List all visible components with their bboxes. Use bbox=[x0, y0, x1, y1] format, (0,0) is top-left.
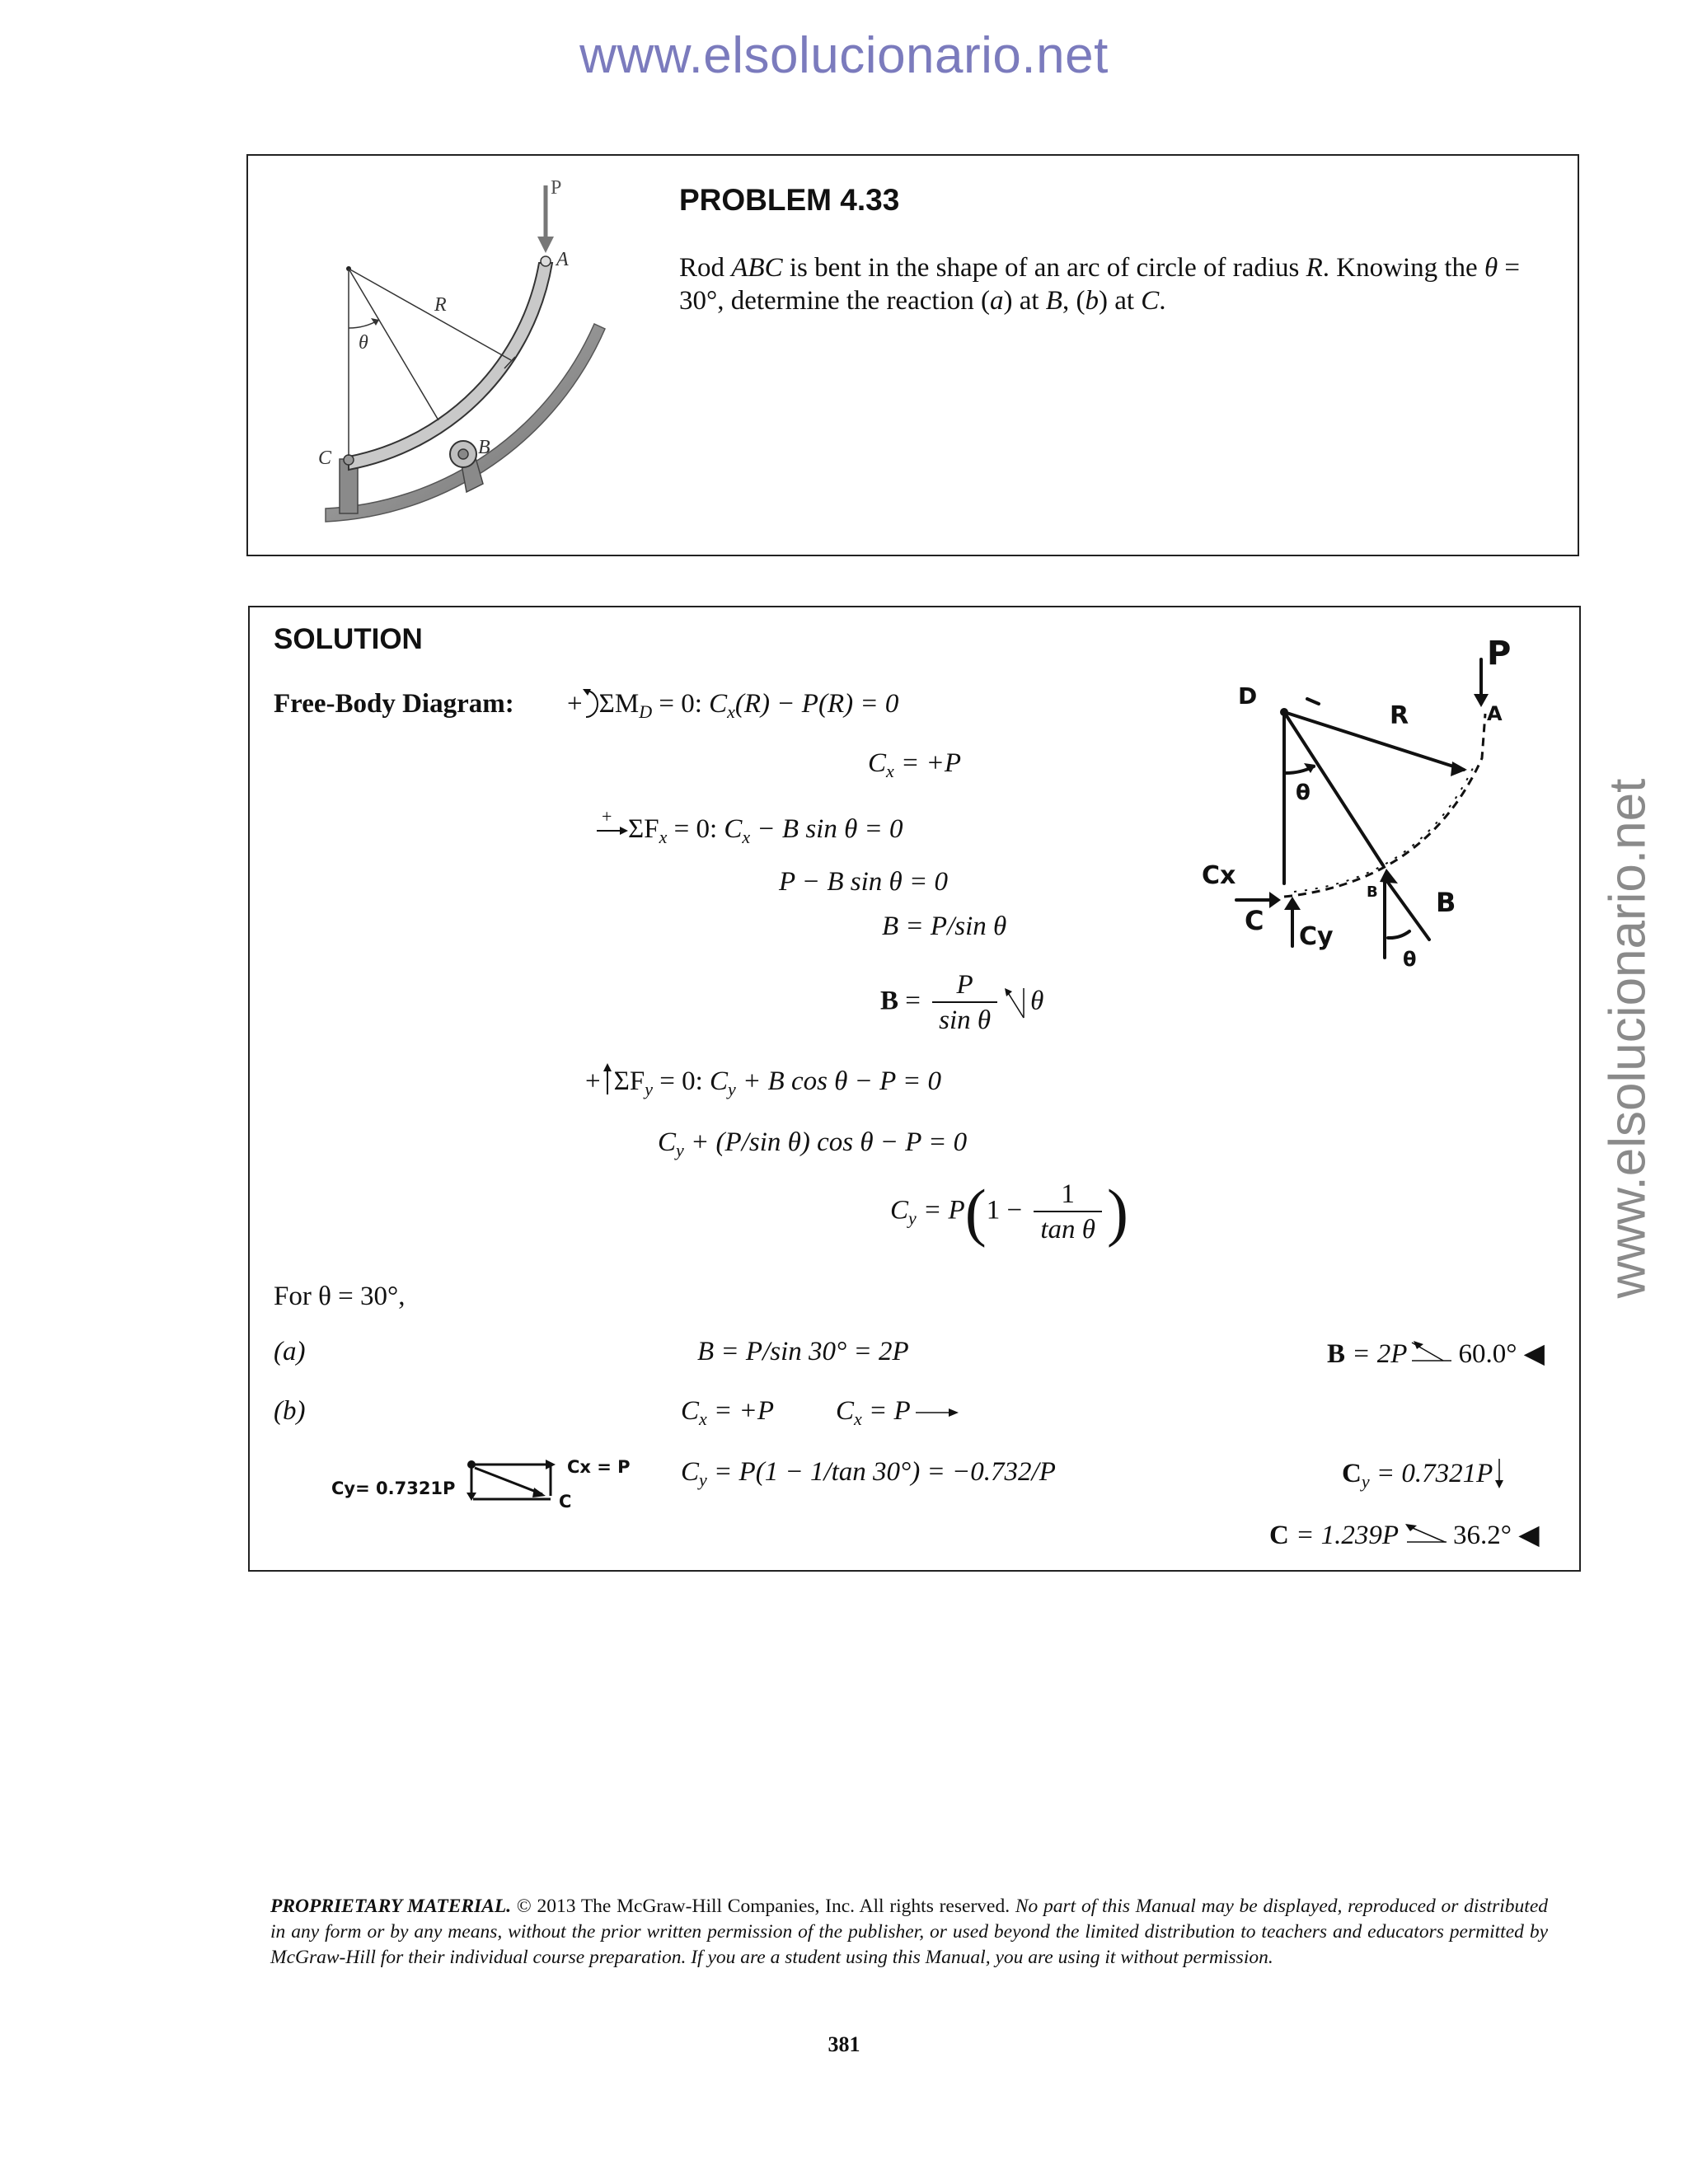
positive-right-arrow-icon bbox=[595, 809, 628, 842]
fbd-label-cy: Cy bbox=[1299, 922, 1334, 951]
problem-title: PROBLEM 4.33 bbox=[679, 183, 900, 217]
problem-figure bbox=[297, 169, 626, 540]
svg-text:+: + bbox=[602, 809, 612, 827]
part-b-cx-direction: $C_x = P$ bbox=[836, 1396, 959, 1430]
right-arrow-icon bbox=[914, 1404, 959, 1421]
solution-title: SOLUTION bbox=[274, 623, 423, 655]
figure-label-b: B bbox=[478, 437, 490, 458]
part-a-label: (a) bbox=[274, 1337, 306, 1366]
equation-sum-fx: + $\Sigma F_x = 0$: $C_x - B$ sin θ = 0 bbox=[595, 809, 903, 848]
fbd-label-a: A bbox=[1487, 702, 1503, 725]
part-b-cy-equation: $C_y = P(1 - 1/\tan$ 30°) = −0.732/P bbox=[681, 1457, 1056, 1490]
ccw-moment-icon bbox=[583, 687, 599, 720]
part-a-equation: B = P/sin 30° = 2P bbox=[697, 1337, 909, 1366]
fbd-label-r: R bbox=[1390, 701, 1409, 730]
problem-statement: Rod ABC is bent in the shape of an arc of circle of radius R. Knowing the θ = 30°, determine the reaction (a) at B, (b) at C. bbox=[679, 253, 1521, 316]
equation-b-value: B = P/sin θ bbox=[882, 912, 1007, 941]
fbd-label: Free-Body Diagram: bbox=[274, 689, 514, 719]
fbd-label-theta: θ bbox=[1296, 780, 1311, 805]
figure-label-p: P bbox=[551, 177, 562, 199]
equation-cy-general: $C_y = P(1$ − $\frac{1}{\text{tan θ}}$ ) bbox=[890, 1176, 1128, 1248]
equation-moment-d: + $\Sigma M_D = 0$: $C_x(R) - P(R) = 0$ bbox=[567, 689, 899, 722]
angle-36-icon bbox=[1402, 1521, 1450, 1545]
positive-up-arrow-icon bbox=[601, 1063, 614, 1096]
fbd-label-b-point: B bbox=[1367, 883, 1378, 901]
sketch-c-label: C bbox=[559, 1492, 572, 1511]
equation-cy-substituted: $C_y + (P/\sin$ θ) cos θ − P = 0 bbox=[658, 1127, 968, 1160]
equation-cx: $C_x = +P$ bbox=[868, 748, 961, 781]
b-direction-icon bbox=[1002, 985, 1030, 1021]
c-vector-sketch bbox=[330, 1455, 651, 1521]
fbd-label-cx: Cx bbox=[1202, 861, 1236, 890]
fbd-label-theta-b: θ bbox=[1403, 948, 1417, 971]
down-arrow-icon bbox=[1493, 1457, 1506, 1490]
equation-b-vector: B = $\frac{P}{\text{sin θ}}$ θ bbox=[880, 968, 1043, 1038]
page-number: 381 bbox=[828, 2032, 860, 2056]
part-a-answer: B = 2P 60.0° ◀ bbox=[1327, 1339, 1545, 1369]
answer-marker-icon: ◀ bbox=[1523, 1339, 1545, 1369]
answer-marker-icon: ◀ bbox=[1518, 1521, 1540, 1550]
sketch-cx-label: Cx = P bbox=[567, 1457, 631, 1477]
fraction-p-sin: $\frac{P}{\text{sin θ}}$ bbox=[932, 968, 997, 1038]
footer-copyright: PROPRIETARY MATERIAL. © 2013 The McGraw-Hill Companies, Inc. All rights reserved. No part of this Manual may be displayed, reproduced or distributed in any form or by any means, without the prior written permission of the publisher, or used beyond the limited distribution to teachers and educators permitted by McGraw-Hill for their individual course preparation. If you are a student using this Manual, you are using it without permission. bbox=[270, 1896, 1549, 1968]
figure-label-r: R bbox=[434, 294, 447, 316]
fbd-label-c: C bbox=[1245, 905, 1264, 936]
sketch-cy-label: Cy= 0.7321P bbox=[331, 1479, 456, 1498]
figure-label-c: C bbox=[318, 448, 332, 469]
part-b-cy-answer: $C_y = 0.7321P$ bbox=[1342, 1457, 1506, 1493]
fbd-label-p: P bbox=[1487, 635, 1512, 673]
for-theta-label: For θ = 30°, bbox=[274, 1282, 406, 1311]
angle-60-icon bbox=[1410, 1339, 1455, 1364]
part-b-c-answer: C = 1.239P 36.2° ◀ bbox=[1269, 1521, 1540, 1550]
part-b-cx-equation: $C_x = +P$ bbox=[681, 1396, 774, 1429]
figure-label-theta: θ bbox=[359, 332, 368, 354]
equation-b-sin: P − B sin θ = 0 bbox=[779, 867, 948, 897]
fraction-one-tan: $\frac{1}{\text{tan θ}}$ bbox=[1034, 1178, 1102, 1247]
figure-label-a: A bbox=[556, 249, 569, 270]
equation-sum-fy: + $\Sigma F_y = 0$: $C_y + B$ cos θ − P = 0 bbox=[585, 1063, 941, 1100]
watermark-side: www.elsolucionario.net bbox=[1599, 778, 1657, 1299]
free-body-diagram bbox=[1187, 635, 1533, 981]
fbd-label-b-force: B bbox=[1436, 887, 1456, 918]
part-b-label: (b) bbox=[274, 1396, 306, 1426]
watermark-top: www.elsolucionario.net bbox=[579, 27, 1109, 84]
fbd-label-d: D bbox=[1238, 682, 1258, 710]
